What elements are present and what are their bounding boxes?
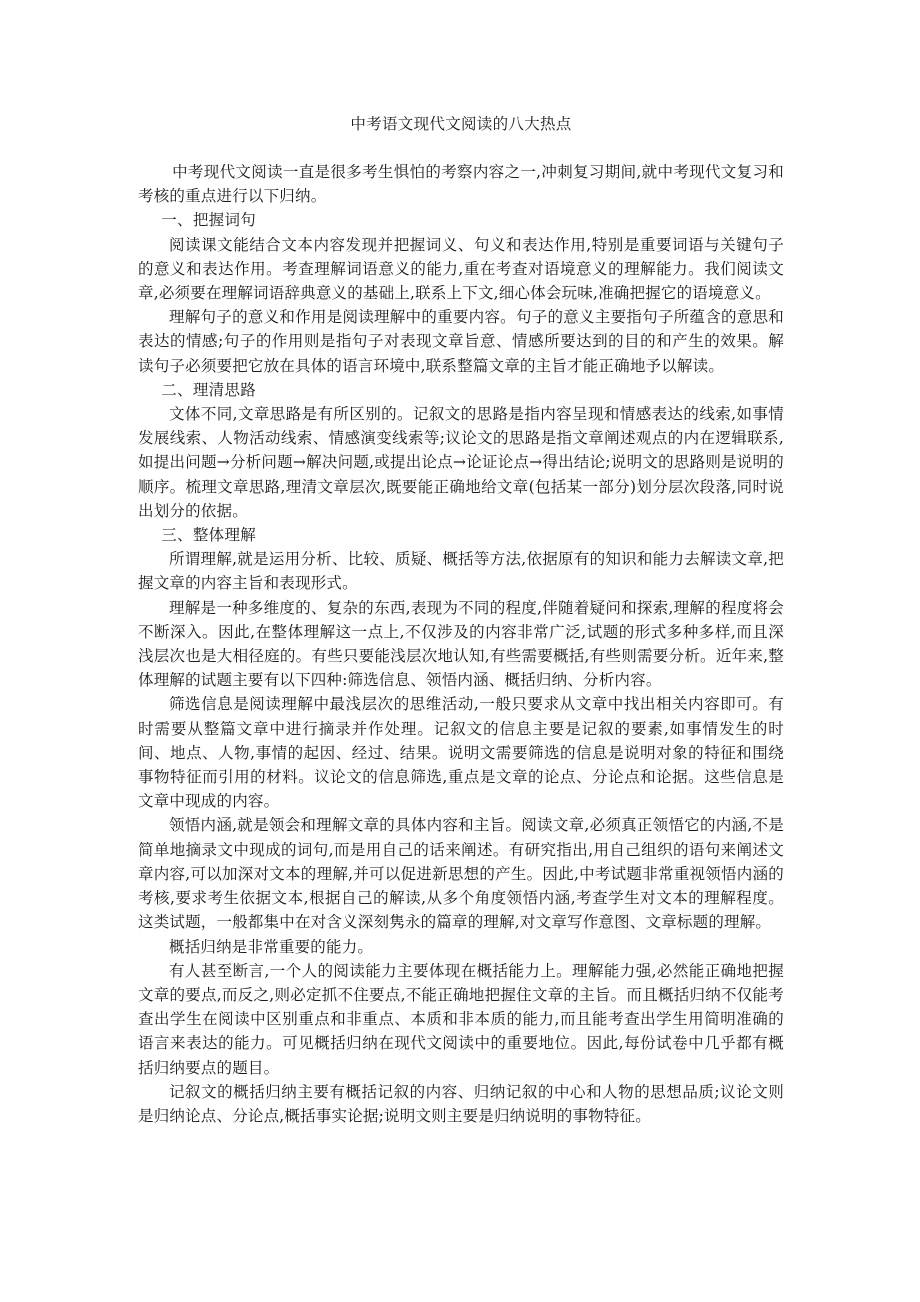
section-heading-1: 一、把握词句 [161,211,257,230]
paragraph: 筛选信息是阅读理解中最浅层次的思维活动,一般只要求从文章中找出相关内容即可。有时需要从整篇文章中进行摘录并作处理。记叙文的信息主要是记叙的要素,如事情发生的时间、地点、人物,事情的起因、经过、结果。说明文需要筛选的信息是说明对象的特征和围绕事物特征而引用的材料。议论文的信息筛选,重点是文章的论点、分论点和论据。这些信息是文章中现成的内容。 [138,695,784,811]
intro-paragraph: 中考现代文阅读一直是很多考生惧怕的考察内容之一,冲刺复习期间,就中考现代文复习和考核的重点进行以下归纳。 [138,163,784,206]
paragraph: 概括归纳是非常重要的能力。 [169,937,374,956]
section-heading-2: 二、理清思路 [161,380,257,399]
paragraph: 所谓理解,就是运用分析、比较、质疑、概括等方法,依据原有的知识和能力去解读文章,把握文章的内容主旨和表现形式。 [138,550,784,593]
paragraph: 文体不同,文章思路是有所区别的。记叙文的思路是指内容呈现和情感表达的线索,如事情发展线索、人物活动线索、情感演变线索等;议论文的思路是指文章阐述观点的内在逻辑联系,如提出问题→分析问题→解决问题,或提出论点→论证论点→得出结论;说明文的思路则是说明的顺序。梳理文章思路,理清文章层次,既要能正确地给文章(包括某一部分)划分层次段落,同时说出划分的依据。 [138,405,784,520]
paragraph: 记叙文的概括归纳主要有概括记叙的内容、归纳记叙的中心和人物的思想品质;议论文则是归纳论点、分论点,概括事实论据;说明文则主要是归纳说明的事物特征。 [138,1082,784,1125]
paragraph: 有人甚至断言,一个人的阅读能力主要体现在概括能力上。理解能力强,必然能正确地把握文章的要点,而反之,则必定抓不住要点,不能正确地把握住文章的主旨。而且概括归纳不仅能考查出学生在阅读中区别重点和非重点、本质和非本质的能力,而且能考查出学生用简明准确的语言来表达的能力。可见概括归纳在现代文阅读中的重要地位。因此,每份试卷中几乎都有概括归纳要点的题目。 [138,961,784,1077]
section-heading-3: 三、整体理解 [161,526,257,545]
document-title: 中考语文现代文阅读的八大热点 [350,115,572,133]
paragraph: 理解句子的意义和作用是阅读理解中的重要内容。句子的意义主要指句子所蕴含的意思和表达的情感;句子的作用则是指句子对表现文章旨意、情感所要达到的目的和产生的效果。解读句子必须要把它放在具体的语言环境中,联系整篇文章的主旨才能正确地予以解读。 [138,308,784,375]
document-page [138,112,784,1128]
paragraph: 理解是一种多维度的、复杂的东西,表现为不同的程度,伴随着疑问和探索,理解的程度将会不断深入。因此,在整体理解这一点上,不仅涉及的内容非常广泛,试题的形式多种多样,而且深浅层次也是大相径庭的。有些只要能浅层次地认知,有些需要概括,有些则需要分析。近年来,整体理解的试题主要有以下四种:筛选信息、领悟内涵、概括归纳、分析内容。 [138,598,784,690]
paragraph: 领悟内涵,就是领会和理解文章的具体内容和主旨。阅读文章,必须真正领悟它的内涵,不是简单地摘录文中现成的词句,而是用自己的话来阐述。有研究指出,用自己组织的语句来阐述文章内容,可以加深对文本的理解,并可以促进新思想的产生。因此,中考试题非常重视领悟内涵的考核,要求考生依据文本,根据自己的解读,从多个角度领悟内涵,考查学生对文本的理解程度。这类试题，一般都集中在对含义深刻隽永的篇章的理解,对文章写作意图、文章标题的理解。 [138,816,784,932]
paragraph: 阅读课文能结合文本内容发现并把握词义、句义和表达作用,特别是重要词语与关键句子的意义和表达作用。考查理解词语意义的能力,重在考查对语境意义的理解能力。我们阅读文章,必须要在理解词语辞典意义的基础上,联系上下文,细心体会玩味,准确把握它的语境意义。 [138,235,784,303]
